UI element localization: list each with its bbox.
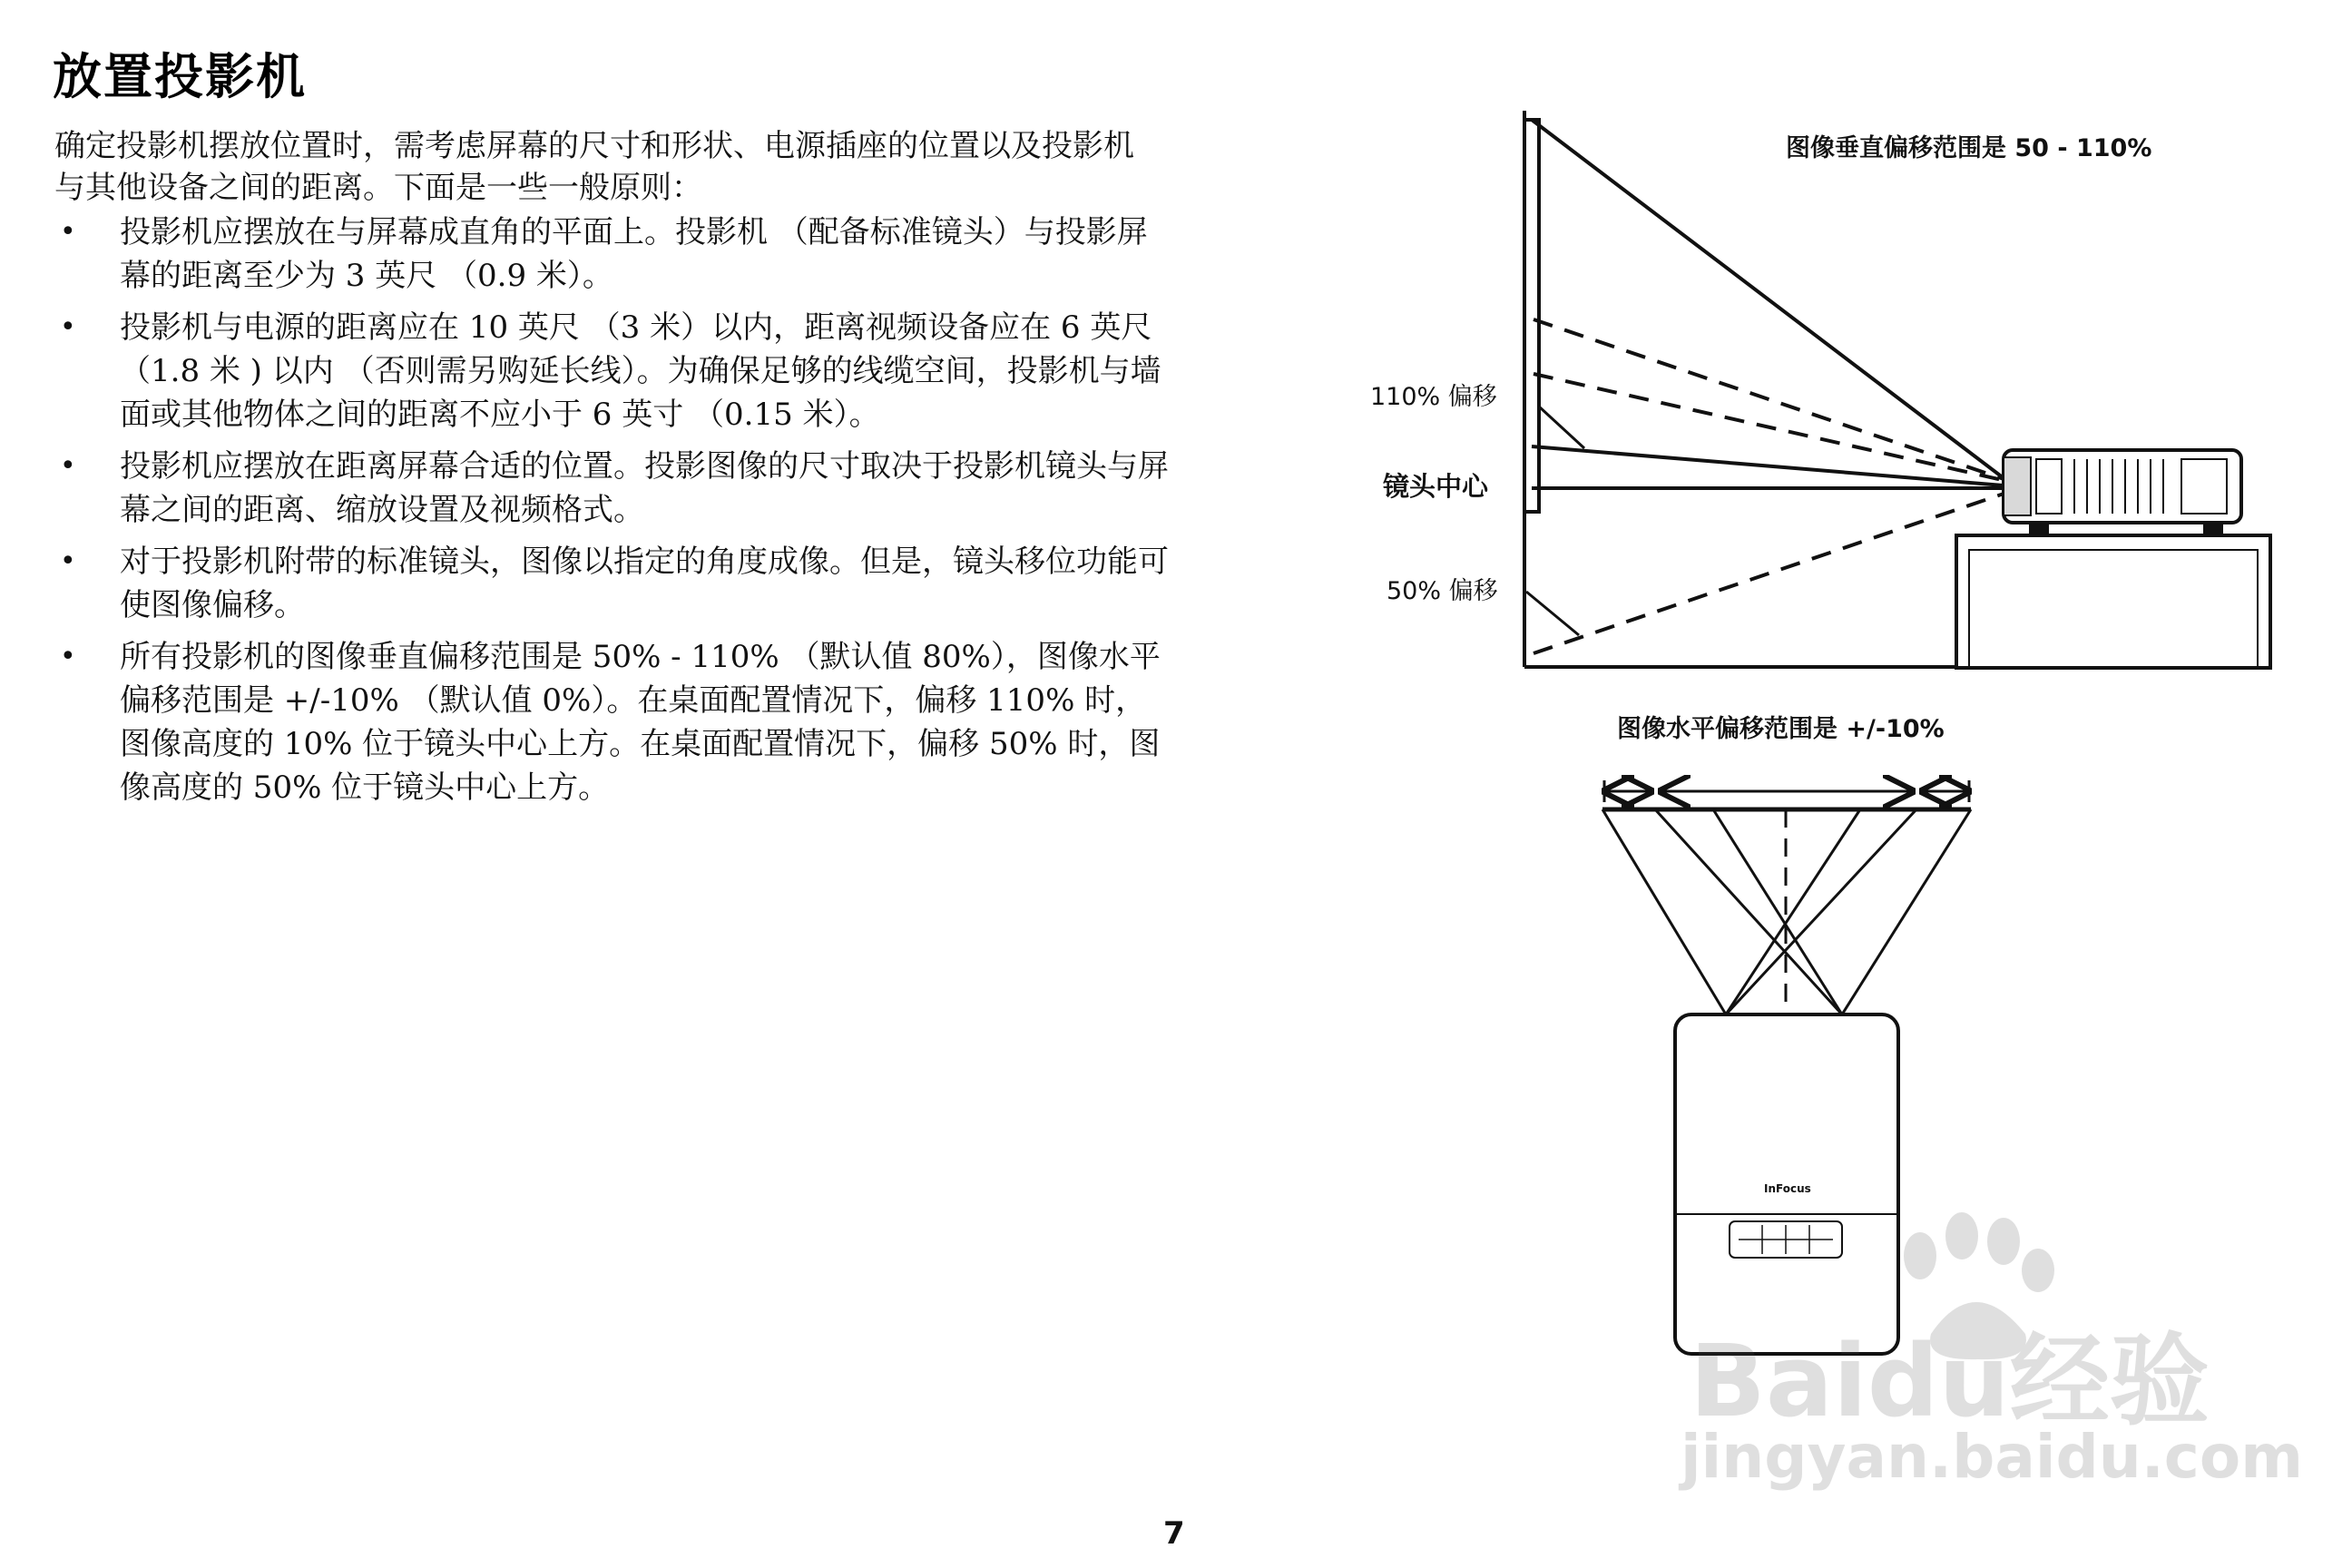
vertical-offset-diagram: [1370, 111, 2270, 668]
guideline-text: 投影机与电源的距离应在 10 英尺 （3 米）以内，距离视频设备应在 6 英尺 （1.8 米 ) 以内 （否则需另购延长线）。为确保足够的线缆空间，投影机与墙面或其他物体之间的距离不应小于 6 英寸 （0.15 米）。: [120, 309, 1161, 433]
offset-110-label: 110% 偏移: [1370, 383, 1497, 411]
bullet-icon: •: [60, 450, 76, 482]
page-title: 放置投影机: [53, 48, 307, 105]
projection-screen: [1524, 120, 1539, 512]
projector-brand-logo: InFocus: [1764, 1182, 1811, 1195]
intro-paragraph: 确定投影机摆放位置时，需考虑屏幕的尺寸和形状、电源插座的位置以及投影机与其他设备之间的距离。下面是一些一般原则：: [54, 128, 1134, 206]
guideline-text: 所有投影机的图像垂直偏移范围是 50% - 110% （默认值 80%），图像水平偏移范围是 +/-10% （默认值 0%）。在桌面配置情况下，偏移 110% 时，图像高度的 10% 位于镜头中心上方。在桌面配置情况下，偏移 50% 时，图像高度的 50% 位于镜头中心上方。: [120, 639, 1161, 806]
projector-side-view: [2004, 450, 2241, 534]
beam-bottom-line: [1532, 446, 2014, 486]
offset-tick-50: [1526, 592, 1579, 635]
beam-110-dashed: [1534, 319, 2014, 483]
bullet-icon: •: [60, 641, 76, 672]
guideline-text: 投影机应摆放在与屏幕成直角的平面上。投影机 （配备标准镜头）与投影屏幕的距离至少为 3 英尺 （0.9 米）。: [120, 214, 1148, 294]
offset-tick-110: [1539, 407, 1584, 448]
watermark-logo-text: Baidu经验: [1690, 1323, 2210, 1439]
table: [1956, 535, 2270, 668]
lens-center-label: 镜头中心: [1383, 471, 1489, 502]
projector-top-view: [1675, 1014, 1898, 1354]
bullet-icon: •: [60, 311, 76, 343]
bullet-icon: •: [60, 545, 76, 577]
guideline-text: 投影机应摆放在距离屏幕合适的位置。投影图像的尺寸取决于投影机镜头与屏幕之间的距离、缩放设置及视频格式。: [120, 448, 1169, 528]
horizontal-beams: [1602, 809, 1971, 1014]
vertical-offset-caption: 图像垂直偏移范围是 50 - 110%: [1786, 134, 2152, 162]
bullet-icon: •: [60, 216, 76, 248]
page-number: 7: [1163, 1515, 1185, 1552]
watermark-url-text: jingyan.baidu.com: [1681, 1422, 2304, 1492]
horizontal-offset-caption: 图像水平偏移范围是 +/-10%: [1617, 715, 1945, 743]
beam-50-dashed: [1534, 490, 2014, 653]
guideline-text: 对于投影机附带的标准镜头，图像以指定的角度成像。但是，镜头移位功能可使图像偏移。: [120, 544, 1169, 623]
beam-top-line: [1532, 120, 2014, 486]
offset-50-label: 50% 偏移: [1387, 577, 1498, 605]
